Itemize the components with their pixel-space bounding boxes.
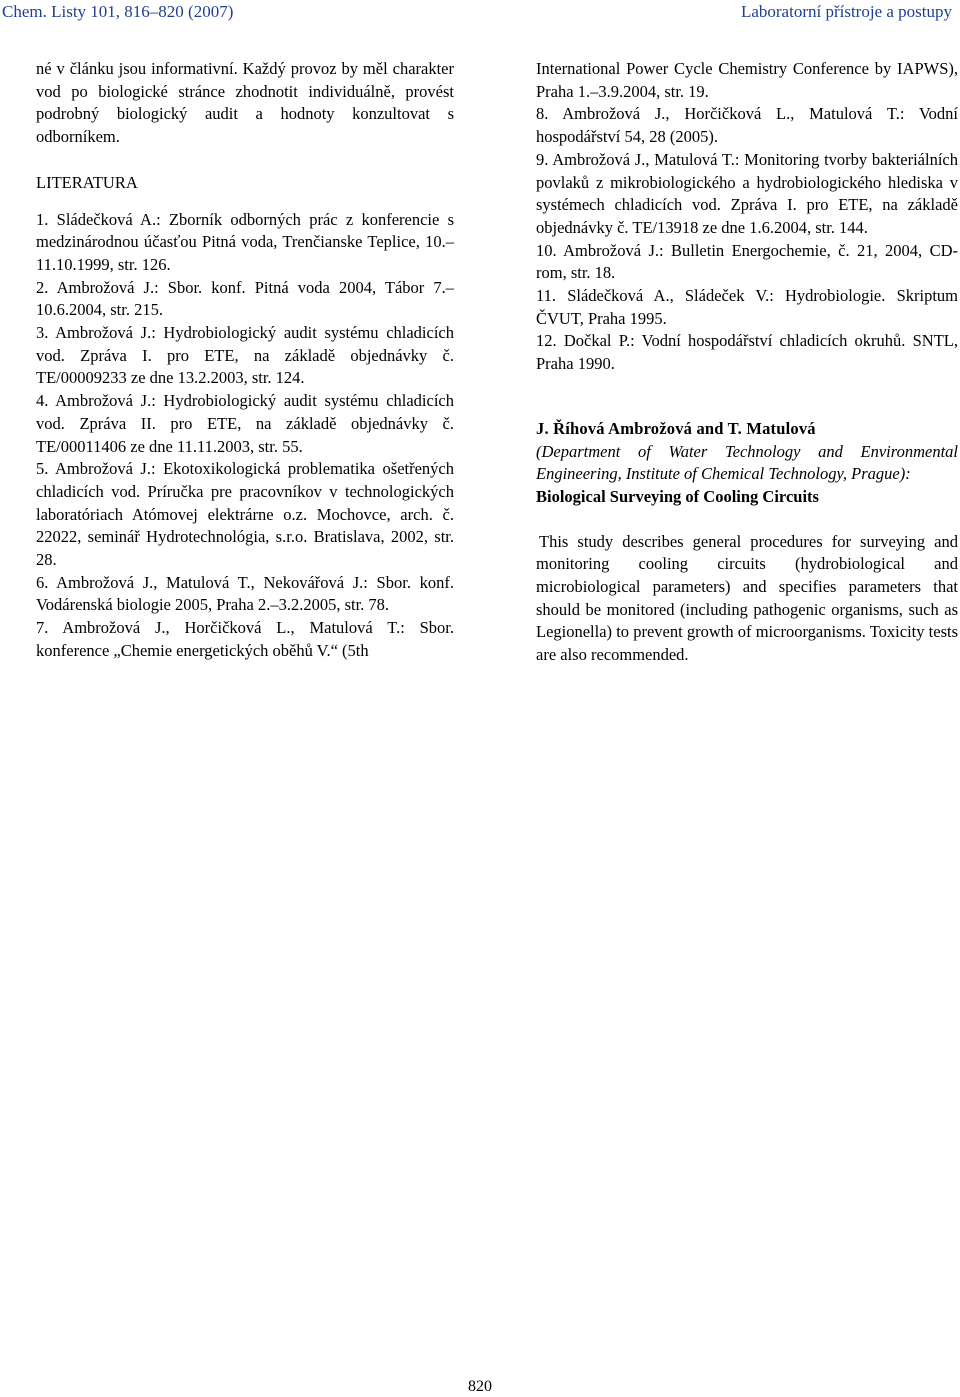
- reference-item: 5. Ambrožová J.: Ekotoxikologická problematika ošetřených chladicích vod. Príručka pre pracovníkov v technologických laboratóriach Atómovej elektrárne o.z. Mochovce, arch. č. 22022, seminář Hydrotechnológia, s.r.o. Bratislava, 2002, str. 28.: [36, 459, 454, 570]
- english-abstract: This study describes general procedures for surveying and monitoring cooling circuits (hydrobiological and microbiological parameters) and specifies parameters that should be monitored (including pathogenic organisms, such as Legionella) to prevent growth of microorganisms. Toxicity tests are also recommended.: [536, 531, 958, 665]
- journal-citation: Chem. Listy 101, 816–820 (2007): [2, 2, 234, 21]
- reference-item: 12. Dočkal P.: Vodní hospodářství chladicích okruhů. SNTL, Praha 1990.: [536, 331, 958, 374]
- reference-item: 3. Ambrožová J.: Hydrobiologický audit systému chladicích vod. Zpráva I. pro ETE, na základě objednávky č. TE/00009233 ze dne 13.2.2003, str. 124.: [36, 323, 454, 388]
- left-column: [36, 58, 454, 663]
- english-authors: J. Říhová Ambrožová and T. Matulová: [536, 418, 816, 438]
- intro-paragraph: né v článku jsou informativní. Každý provoz by měl charakter vod po biologické stránce zhodnotit individuálně, provést podrobný biologický audit a hodnoty konzultovat s odborníkem.: [36, 59, 454, 147]
- reference-list-left: [36, 209, 454, 663]
- references-heading: LITERATURA: [36, 172, 138, 192]
- right-column: [536, 58, 958, 667]
- reference-item: 7. Ambrožová J., Horčičková L., Matulová T.: Sbor. konference „Chemie energetických oběhů V.“ (5th: [36, 618, 454, 660]
- reference-item: 2. Ambrožová J.: Sbor. konf. Pitná voda 2004, Tábor 7.–10.6.2004, str. 215.: [36, 277, 454, 320]
- reference-item: 11. Sládečková A., Sládeček V.: Hydrobiologie. Skriptum ČVUT, Praha 1995.: [536, 286, 958, 328]
- reference-item: International Power Cycle Chemistry Conference by IAPWS), Praha 1.–3.9.2004, str. 19.: [536, 59, 958, 101]
- english-affiliation: (Department of Water Technology and Environmental Engineering, Institute of Chemical Technology, Prague):: [536, 441, 958, 484]
- section-title: Laboratorní přístroje a postupy: [740, 2, 952, 21]
- reference-item: 6. Ambrožová J., Matulová T., Nekovářová J.: Sbor. konf. Vodárenská biologie 2005, Praha 2.–3.2.2005, str. 78.: [36, 572, 454, 615]
- reference-item: 10. Ambrožová J.: Bulletin Energochemie, č. 21, 2004, CD-rom, str. 18.: [536, 240, 958, 283]
- reference-item: 1. Sládečková A.: Zborník odborných prác z konferencie s medzinárodnou účasťou Pitná voda, Trenčianske Teplice, 10.–11.10.1999, str. 126.: [36, 209, 454, 274]
- english-title: Biological Surveying of Cooling Circuits: [536, 486, 819, 506]
- reference-item: 8. Ambrožová J., Horčičková L., Matulová T.: Vodní hospodářství 54, 28 (2005).: [536, 104, 958, 147]
- page-number: 820: [468, 1378, 492, 1395]
- reference-item: 9. Ambrožová J., Matulová T.: Monitoring tvorby bakteriálních povlaků z mikrobiologického a hydrobiologického hlediska v systémech chladicích vod. Zpráva I. pro ETE, na základě objednávky č. TE/13918 ze dne 1.6.2004, str. 144.: [536, 149, 958, 237]
- page-header: [0, 0, 960, 36]
- reference-list-right: [536, 58, 958, 376]
- reference-item: 4. Ambrožová J.: Hydrobiologický audit systému chladicích vod. Zpráva II. pro ETE, na základě objednávky č. TE/00011406 ze dne 11.11.2003, str. 55.: [36, 391, 454, 456]
